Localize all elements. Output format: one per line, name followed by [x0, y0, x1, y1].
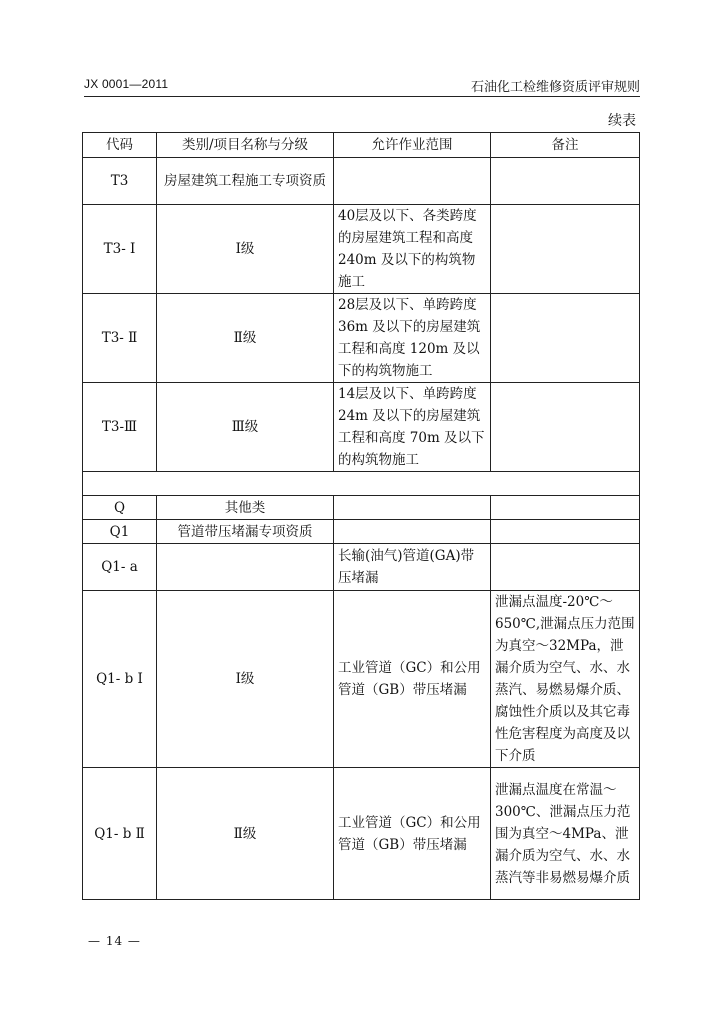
row-note: 泄漏点温度在常温～300℃、泄漏点压力范围为真空～4MPa、泄漏介质为空气、水、水蒸汽等非易燃易爆介质 — [491, 768, 640, 900]
spacer-cell — [83, 472, 640, 496]
table-row — [83, 768, 640, 900]
row-note — [491, 158, 640, 205]
row-scope: 28层及以下、单跨跨度 36m 及以下的房屋建筑工程和高度 120m 及以下的构筑物施工 — [334, 294, 491, 383]
column-header-name: 类别/项目名称与分级 — [157, 133, 334, 158]
table-row — [83, 383, 640, 472]
row-code: T3- Ⅱ — [83, 294, 157, 383]
column-header-code: 代码 — [83, 133, 157, 158]
qualification-table — [82, 132, 640, 900]
row-note — [491, 294, 640, 383]
row-code: T3-Ⅲ — [83, 383, 157, 472]
header-divider — [84, 96, 640, 97]
row-name: Ⅰ级 — [157, 591, 334, 768]
row-code: Q1 — [83, 520, 157, 544]
document-number: JX 0001—2011 — [84, 77, 169, 91]
row-scope — [334, 496, 491, 520]
row-name — [157, 544, 334, 591]
row-name: 其他类 — [157, 496, 334, 520]
continued-label: 续表 — [608, 113, 636, 129]
column-header-note: 备注 — [491, 133, 640, 158]
row-name: Ⅲ级 — [157, 383, 334, 472]
table-header-row — [83, 133, 640, 158]
row-scope: 14层及以下、单跨跨度 24m 及以下的房屋建筑工程和高度 70m 及以下的构筑物施工 — [334, 383, 491, 472]
row-scope: 工业管道（GC）和公用管道（GB）带压堵漏 — [334, 768, 491, 900]
row-code: Q1- b Ⅰ — [83, 591, 157, 768]
row-code: Q1- b Ⅱ — [83, 768, 157, 900]
row-scope — [334, 158, 491, 205]
row-code: Q1- a — [83, 544, 157, 591]
row-scope — [334, 520, 491, 544]
document-title: 石油化工检维修资质评审规则 — [470, 80, 640, 95]
row-note: 泄漏点温度-20℃～650℃,泄漏点压力范围为真空～32MPa，泄漏介质为空气、水、水蒸汽、易燃易爆介质、腐蚀性介质以及其它毒性危害程度为高度及以下介质 — [491, 591, 640, 768]
table-row — [83, 544, 640, 591]
row-note — [491, 520, 640, 544]
row-code: T3 — [83, 158, 157, 205]
page-number: — 14 — — [88, 934, 141, 948]
row-name: Ⅱ级 — [157, 768, 334, 900]
row-name: 管道带压堵漏专项资质 — [157, 520, 334, 544]
row-scope: 40层及以下、各类跨度的房屋建筑工程和高度 240m 及以下的构筑物施工 — [334, 205, 491, 294]
row-name: 房屋建筑工程施工专项资质 — [157, 158, 334, 205]
table-row — [83, 205, 640, 294]
table-spacer-row — [83, 472, 640, 496]
column-header-scope: 允许作业范围 — [334, 133, 491, 158]
row-note — [491, 496, 640, 520]
row-note — [491, 544, 640, 591]
row-code: T3- Ⅰ — [83, 205, 157, 294]
row-name: Ⅰ级 — [157, 205, 334, 294]
table-row — [83, 294, 640, 383]
table-row — [83, 520, 640, 544]
row-name: Ⅱ级 — [157, 294, 334, 383]
row-note — [491, 205, 640, 294]
row-note — [491, 383, 640, 472]
table-row — [83, 158, 640, 205]
row-code: Q — [83, 496, 157, 520]
table-row — [83, 591, 640, 768]
row-scope: 长输(油气)管道(GA)带压堵漏 — [334, 544, 491, 591]
table-row — [83, 496, 640, 520]
row-scope: 工业管道（GC）和公用管道（GB）带压堵漏 — [334, 591, 491, 768]
